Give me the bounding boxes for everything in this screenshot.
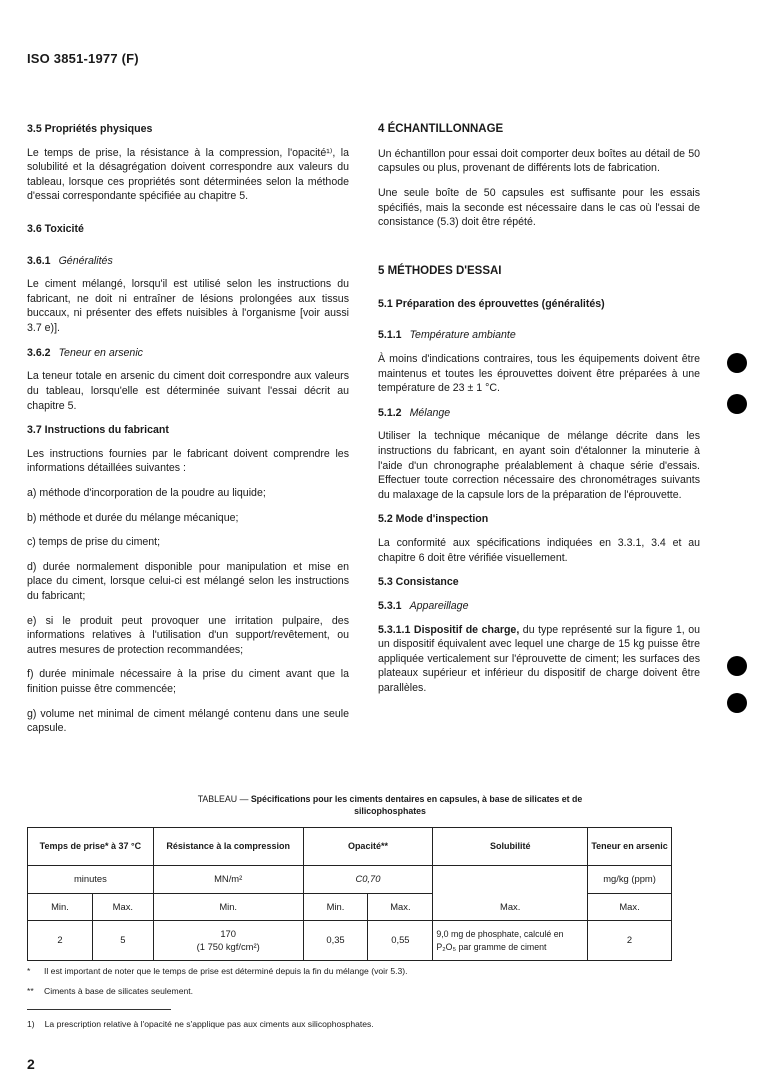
compression-min-label: Min. [153,894,303,921]
opacity-min-value: 0,35 [303,921,368,961]
chapter-4-title: 4 ÉCHANTILLONNAGE [378,123,504,135]
section-3-5-text: Le temps de prise, la résistance à la compression, l'opacité¹⁾, la solubilité et la désagrégation doivent correspondre aux valeurs du tableau, lorsque ces propriétés sont déterminées selon la méthode d'essai correspondante spécifiée au chapitre 5. [27,146,349,203]
unit-minutes: minutes [28,866,154,894]
chapter-4-para-2: Une seule boîte de 50 capsules est suffisante pour les essais spécifiés, mais la seconde est nécessaire dans le cas où l'essai de consistance (5.3) doit être répété. [378,187,700,229]
arsenic-max-label: Max. [588,894,672,921]
header-setting-time: Temps de prise* à 37 °C [28,828,154,866]
opacity-min-label: Min. [303,894,368,921]
opacity-max-value: 0,55 [368,921,433,961]
section-5-3-title: 5.3 Consistance [378,576,459,589]
section-5-1-1-heading: 5.1.1 Température ambiante [378,329,516,342]
table-note-2: ** Ciments à base de silicates seulement. [27,986,194,996]
section-3-6-1-text: Le ciment mélangé, lorsqu'il est utilisé selon les instructions du fabricant, ne doit ni entraîner de lésions prolongées aux tissus buccaux, ni présenter des effets nuisibles à l'organisme [voir aussi 3.7 e)]. [27,278,349,335]
opacity-max-label: Max. [368,894,433,921]
table-note-1: * Il est important de noter que le temps de prise est déterminé depuis la fin du mélange (voir 5.3). [27,966,408,976]
solubility-max: Max. [433,866,588,921]
section-5-1-2-heading: 5.1.2 Mélange [378,406,451,419]
list-item: g) volume net minimal de ciment mélangé contenu dans une seule capsule. [27,707,349,735]
margin-marker-icon [727,693,747,713]
section-3-7-title: 3.7 Instructions du fabricant [27,424,169,437]
setting-max-value: 5 [92,921,153,961]
compression-value: 170 (1 750 kgf/cm²) [153,921,303,961]
section-5-1-1-text: À moins d'indications contraires, tous les équipements doivent être maintenus et toutes les éprouvettes doivent être préparées à une température de 23 ± 1 °C. [378,352,700,395]
instructions-list [27,486,349,736]
list-item: d) durée normalement disponible pour manipulation et mise en place du ciment, lorsque celui-ci est mélangé selon les instructions du fabricant; [27,560,349,603]
section-3-6-2-text: La teneur totale en arsenic du ciment doit correspondre aux valeurs du tableau, lorsqu'elle est déterminée suivant l'essai décrit au chapitre 5. [27,370,349,412]
section-5-1-title: 5.1 Préparation des éprouvettes (généralités) [378,297,605,310]
section-5-2-text: La conformité aux spécifications indiquées en 3.3.1, 3.4 et au chapitre 6 doit être vérifiée visuellement. [378,537,700,564]
right-column [378,122,700,706]
list-item: a) méthode d'incorporation de la poudre au liquide; [27,486,266,499]
unit-opacity: C0,70 [303,866,433,894]
document-header: ISO 3851-1977 (F) [27,51,139,66]
solubility-value: 9,0 mg de phosphate, calculé en P₂O₅ par gramme de ciment [433,921,588,961]
section-5-3-1-1-text: 5.3.1.1 Dispositif de charge, du type représenté sur la figure 1, ou un dispositif équivalent avec lequel une charge de 15 kg puisse être appliquée verticalement sur l'éprouvette de ciment; les surfaces des plateaux supérieur et inférieur du dispositif de charge doivent être parallèles. [378,623,700,694]
section-3-6-2-heading: 3.6.2 Teneur en arsenic [27,346,143,359]
page-number: 2 [27,1056,35,1072]
header-arsenic: Teneur en arsenic [588,828,672,866]
setting-max-label: Max. [92,894,153,921]
arsenic-value: 2 [588,921,672,961]
section-5-2-title: 5.2 Mode d'inspection [378,513,489,526]
list-item: c) temps de prise du ciment; [27,536,161,549]
footnote-rule [27,1009,171,1010]
section-3-5-title: 3.5 Propriétés physiques [27,123,153,135]
margin-marker-icon [727,353,747,373]
chapter-4-para-1: Un échantillon pour essai doit comporter deux boîtes au détail de 50 capsules ou plus, provenant de différents lots de fabrication. [378,147,700,175]
section-3-7-text: Les instructions fournies par le fabricant doivent comprendre les informations détaillées suivantes : [27,447,349,475]
unit-stress: MN/m² [153,866,303,894]
list-item: b) méthode et durée du mélange mécanique; [27,511,239,524]
chapter-5-title: 5 MÉTHODES D'ESSAI [378,264,502,277]
header-solubility: Solubilité [433,828,588,866]
left-column [27,122,349,746]
specifications-table [27,827,672,961]
section-3-6-1-heading: 3.6.1 Généralités [27,254,113,267]
margin-marker-icon [727,394,747,414]
header-compression: Résistance à la compression [153,828,303,866]
margin-marker-icon [727,656,747,676]
section-5-1-2-text: Utiliser la technique mécanique de mélange décrite dans les instructions du fabricant, en ayant soin d'étalonner la minuterie à l'aide d'un chronographe préalablement à chaque série d'essais. Effectuer toute correction nécessaire des chronométrages suivants du malaxage de la capsule lors de la préparation de l'éprouvette. [378,430,700,501]
footnote: 1) La prescription relative à l'opacité ne s'applique pas aux ciments aux silicophosphates. [27,1019,374,1029]
unit-arsenic: mg/kg (ppm) [588,866,672,894]
setting-min-label: Min. [28,894,93,921]
setting-min-value: 2 [28,921,93,961]
section-3-6-title: 3.6 Toxicité [27,223,84,236]
list-item: e) si le produit peut provoquer une irritation pulpaire, des informations relatives à l'utilisation d'un support/revêtement, ou autres mesures de protection recommandées; [27,614,349,656]
header-opacity: Opacité** [303,828,433,866]
list-item: f) durée minimale nécessaire à la prise du ciment avant que la finition puisse être commencée; [27,668,349,696]
table-caption: TABLEAU — Spécifications pour les ciments dentaires en capsules, à base de silicates et de silicophosphates [197,794,583,817]
section-5-3-1-heading: 5.3.1 Appareillage [378,599,469,612]
